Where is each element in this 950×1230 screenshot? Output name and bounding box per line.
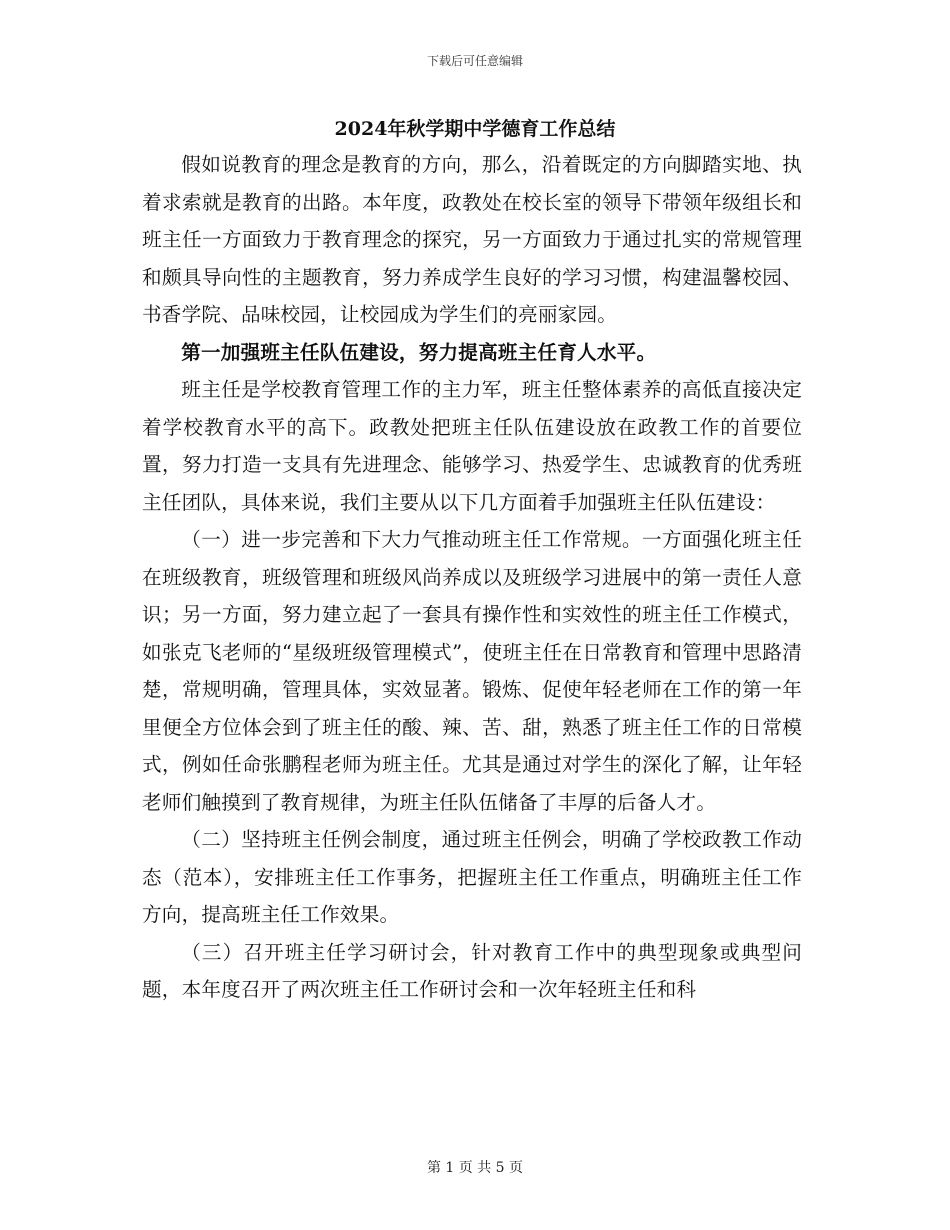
document-title: 2024年秋学期中学德育工作总结 bbox=[334, 118, 616, 140]
paragraph-intro: 假如说教育的理念是教育的方向，那么，沿着既定的方向脚踏实地、执着求索就是教育的出路。本年度，政教处在校长室的领导下带领年级组长和班主任一方面致力于教育理念的探究，另一方面致力于通过扎实的常规管理和颇具导向性的主题教育，努力养成学生良好的学习习惯，构建温馨校园、书香学院、品味校园，让校园成为学生们的亮丽家园。 bbox=[142, 153, 802, 326]
document-body bbox=[142, 146, 802, 1009]
paragraph-item-3: （三）召开班主任学习研讨会，针对教育工作中的典型现象或典型问题，本年度召开了两次班主任工作研讨会和一次年轻班主任和科 bbox=[142, 940, 802, 1001]
paragraph-section-intro: 班主任是学校教育管理工作的主力军，班主任整体素养的高低直接决定着学校教育水平的高下。政教处把班主任队伍建设放在政教工作的首要位置，努力打造一支具有先进理念、能够学习、热爱学生、忠诚教育的优秀班主任团队，具体来说，我们主要从以下几方面着手加强班主任队伍建设： bbox=[142, 378, 802, 514]
paragraph-item-1: （一）进一步完善和下大力气推动班主任工作常规。一方面强化班主任在班级教育，班级管理和班级风尚养成以及班级学习进展中的第一责任人意识；另一方面，努力建立起了一套具有操作性和实效性的班主任工作模式，如张克飞老师的“星级班级管理模式”，使班主任在日常教育和管理中思路清楚，常规明确，管理具体，实效显著。锻炼、促使年轻老师在工作的第一年里便全方位体会到了班主任的酸、辣、苦、甜，熟悉了班主任工作的日常模式，例如任命张鹏程老师为班主任。尤其是通过对学生的深化了解，让年轻老师们触摸到了教育规律，为班主任队伍储备了丰厚的后备人才。 bbox=[142, 528, 802, 814]
page-number: 第 1 页 共 5 页 bbox=[426, 1160, 524, 1176]
paragraph-item-2: （二）坚持班主任例会制度，通过班主任例会，明确了学校政教工作动态（范本），安排班主任工作事务，把握班主任工作重点，明确班主任工作方向，提高班主任工作效果。 bbox=[142, 828, 802, 926]
section-heading: 第一加强班主任队伍建设，努力提高班主任育人水平。 bbox=[181, 340, 657, 364]
page-header-note: 下载后可任意编辑 bbox=[426, 54, 523, 68]
